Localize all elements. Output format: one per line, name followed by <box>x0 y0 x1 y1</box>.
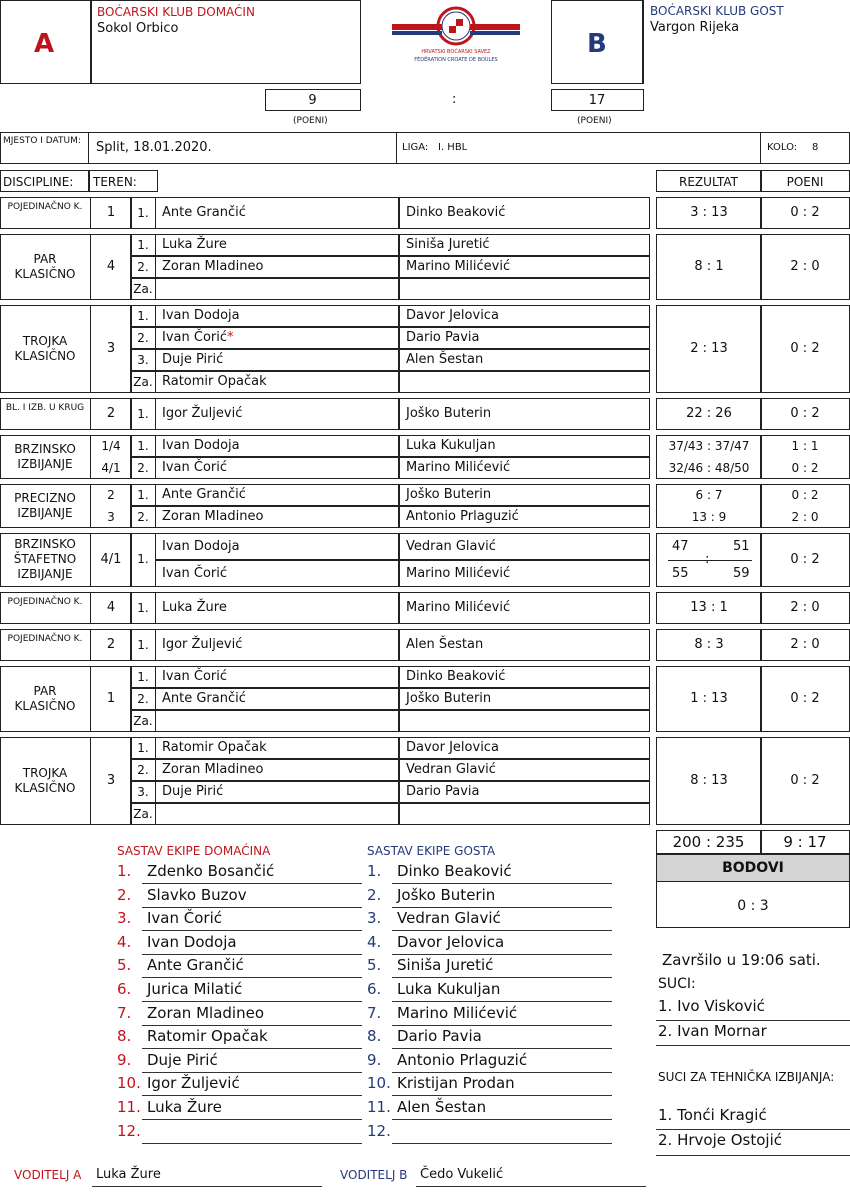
guest-player-cell <box>398 710 650 732</box>
points-value: 2 : 0 <box>791 510 819 524</box>
roster-number: 8. <box>367 1027 382 1046</box>
home-player: Zoran Mladineo <box>162 762 264 777</box>
guest-player: Davor Jelovica <box>406 740 499 755</box>
row-number: 1. <box>137 601 149 615</box>
roster-player: Antonio Prlaguzić <box>397 1050 528 1069</box>
roster-number: 7. <box>367 1003 382 1022</box>
terrain-value: 2 <box>107 488 115 502</box>
bodovi-box <box>656 854 850 928</box>
relay-colon: : <box>705 552 710 567</box>
guest-club-label: BOĆARSKI KLUB GOST <box>650 4 784 18</box>
home-player: Zoran Mladineo <box>162 509 264 524</box>
judges-label: SUCI: <box>658 976 696 992</box>
row-number: 1. <box>137 741 149 755</box>
place-label: MJESTO I DATUM: <box>3 136 81 146</box>
row-number: 1. <box>137 488 149 502</box>
roster-number: 3. <box>367 909 382 928</box>
roster-number: 12. <box>117 1121 141 1140</box>
roster-player: Joško Buterin <box>397 885 496 904</box>
home-player: Ivan Čorić* <box>162 330 234 345</box>
guest-player: Marino Milićević <box>406 600 511 615</box>
guest-player: Dario Pavia <box>406 330 480 345</box>
result-value: 13 : 1 <box>690 600 728 615</box>
roster-player: Siniša Juretić <box>397 956 494 975</box>
roster-number: 2. <box>367 885 382 904</box>
home-player: Luka Žure <box>162 237 227 252</box>
roster-underline <box>142 1048 362 1049</box>
home-player-cell <box>155 803 400 825</box>
guest-points: 17 <box>588 93 606 108</box>
discipline-name: POJEDINAČNO K. <box>7 597 83 607</box>
guest-player: Dario Pavia <box>406 784 480 799</box>
points-value: 0 : 2 <box>791 461 819 475</box>
terrain-value: 3 <box>106 341 116 356</box>
terrain-value: 3 <box>107 510 115 524</box>
home-poeni-label: (POENI) <box>293 116 328 126</box>
roster-underline <box>392 1119 612 1120</box>
result-header <box>656 170 762 192</box>
row-number: Za. <box>133 807 153 821</box>
coach-a-name: Luka Žure <box>96 1167 161 1182</box>
home-player: Ratomir Opačak <box>162 374 267 389</box>
totals-result-box <box>656 830 762 854</box>
judge-1: 1. Ivo Visković <box>658 997 765 1015</box>
roster-player: Alen Šestan <box>397 1098 487 1116</box>
roster-player: Ivan Čorić <box>147 909 222 928</box>
home-club-box <box>90 0 361 84</box>
roster-player: Luka Žure <box>147 1098 222 1116</box>
roster-underline <box>392 1048 612 1049</box>
home-player: Ivan Čorić <box>162 460 227 475</box>
terrain-header <box>88 170 158 192</box>
roster-underline <box>142 1095 362 1096</box>
roster-player: Luka Kukuljan <box>397 980 501 998</box>
result-value: 2 : 13 <box>690 341 728 356</box>
guest-player: Marino Milićević <box>406 460 511 475</box>
totals-points-box <box>760 830 850 854</box>
guest-player: Alen Šestan <box>406 637 484 652</box>
roster-underline <box>142 930 362 931</box>
asterisk-mark: * <box>227 330 234 345</box>
guest-player: Joško Buterin <box>406 487 492 502</box>
home-player: Ivan Čorić <box>162 565 227 581</box>
discipline-name: BRZINSKO ŠTAFETNO IZBIJANJE <box>13 537 77 581</box>
home-player: Ante Grančić <box>162 487 246 502</box>
tech-judge-1: 1. Tonći Kragić <box>658 1106 767 1124</box>
coach-a-label: VODITELJ A <box>14 1168 82 1182</box>
bodovi-label: BODOVI <box>722 860 784 876</box>
roster-underline <box>392 883 612 884</box>
roster-number: 2. <box>117 885 132 904</box>
home-player-cell <box>155 278 400 300</box>
terrain-label: TEREN: <box>93 175 137 189</box>
points-colon: : <box>452 92 457 107</box>
home-player-cell <box>155 710 400 732</box>
round-label: KOLO: <box>767 142 798 153</box>
guest-player: Marino Milićević <box>406 565 511 581</box>
roster-number: 6. <box>367 980 382 998</box>
roster-player: Vedran Glavić <box>397 909 501 928</box>
guest-letter: B <box>587 29 607 59</box>
roster-player: Davor Jelovica <box>397 932 505 951</box>
home-player: Ivan Dodoja <box>162 538 240 554</box>
roster-player: Zdenko Bosančić <box>147 862 275 880</box>
home-points: 9 <box>308 93 317 108</box>
tech-judges-label: SUCI ZA TEHNIČKA IZBIJANJA: <box>658 1070 835 1084</box>
home-letter-box <box>0 0 92 84</box>
roster-underline <box>142 1119 362 1120</box>
roster-number: 5. <box>117 956 132 975</box>
tech-judge-2: 2. Hrvoje Ostojić <box>658 1131 783 1149</box>
guest-player: Luka Kukuljan <box>406 438 496 453</box>
terrain-value: 4 <box>106 259 116 274</box>
discipline-name: BRZINSKO IZBIJANJE <box>14 442 76 471</box>
roster-underline <box>392 1025 612 1026</box>
home-player: Ivan Čorić <box>162 669 227 684</box>
points-value: 0 : 2 <box>790 552 820 567</box>
home-roster-title: SASTAV EKIPE DOMAĆINA <box>117 844 271 858</box>
home-player: Zoran Mladineo <box>162 259 264 274</box>
roster-underline <box>392 907 612 908</box>
roster-underline <box>392 954 612 955</box>
result-value: 8 : 1 <box>694 259 724 274</box>
home-player: Duje Pirić <box>162 784 224 799</box>
roster-player: Jurica Milatić <box>147 980 243 998</box>
bodovi-header <box>657 855 849 882</box>
roster-underline <box>142 1072 362 1073</box>
finished-time: Završilo u 19:06 sati. <box>662 951 821 969</box>
guest-player-cell <box>398 803 650 825</box>
result-value: 8 : 3 <box>694 637 724 652</box>
relay-line <box>668 560 752 561</box>
home-player: Duje Pirić <box>162 352 224 367</box>
result-value: 37/43 : 37/47 <box>668 439 750 453</box>
result-value: 22 : 26 <box>686 406 732 421</box>
round-value: 8 <box>812 142 819 153</box>
guest-player: Vedran Glavić <box>406 762 496 777</box>
roster-underline <box>142 977 362 978</box>
guest-player: Dinko Beaković <box>406 205 506 220</box>
roster-number: 10. <box>117 1074 141 1093</box>
guest-player: Marino Milićević <box>406 259 511 274</box>
points-value: 0 : 2 <box>790 691 820 706</box>
row-number: 1. <box>137 439 149 453</box>
guest-player: Siniša Juretić <box>406 237 490 252</box>
terrain-value: 4/1 <box>101 461 121 475</box>
roster-player: Dario Pavia <box>397 1027 482 1046</box>
points-value: 0 : 2 <box>791 488 819 502</box>
row-number: Za. <box>133 375 153 389</box>
roster-player: Kristijan Prodan <box>397 1074 515 1093</box>
row-number: 2. <box>137 331 149 345</box>
totals-points: 9 : 17 <box>783 833 827 851</box>
guest-club-name: Vargon Rijeka <box>650 20 740 35</box>
roster-number: 1. <box>117 862 132 880</box>
result-value: 8 : 13 <box>690 773 728 788</box>
discipline-name: POJEDINAČNO K. <box>7 202 83 212</box>
roster-player: Zoran Mladineo <box>147 1003 264 1022</box>
home-player: Ante Grančić <box>162 205 246 220</box>
guest-player: Joško Buterin <box>406 691 492 706</box>
discipline-name: TROJKA KLASIČNO <box>14 766 76 795</box>
relay-score: 55 <box>672 566 689 581</box>
federation-logo <box>392 4 520 68</box>
terrain-value: 4/1 <box>100 552 122 567</box>
points-value: 0 : 2 <box>790 205 820 220</box>
league-label: LIGA: <box>402 142 429 153</box>
home-player: Ivan Dodoja <box>162 438 240 453</box>
roster-underline <box>392 1095 612 1096</box>
relay-score: 59 <box>733 566 750 581</box>
result-label: REZULTAT <box>679 175 738 189</box>
home-player: Igor Žuljević <box>162 637 243 652</box>
home-player: Igor Žuljević <box>162 406 243 421</box>
roster-number: 10. <box>367 1074 391 1093</box>
guest-player: Davor Jelovica <box>406 308 499 323</box>
place-value: Split, 18.01.2020. <box>96 140 212 155</box>
judge-2: 2. Ivan Mornar <box>658 1022 767 1040</box>
terrain-value: 1 <box>106 205 116 220</box>
roster-number: 7. <box>117 1003 132 1022</box>
result-value: 13 : 9 <box>691 510 727 524</box>
row-number: 2. <box>137 510 149 524</box>
discipline-name: POJEDINAČNO K. <box>7 634 83 644</box>
home-player: Luka Žure <box>162 600 227 615</box>
row-number: Za. <box>133 714 153 728</box>
result-value: 1 : 13 <box>690 691 728 706</box>
relay-score: 51 <box>733 539 750 554</box>
home-club-name: Sokol Orbico <box>97 21 179 36</box>
result-value: 3 : 13 <box>690 205 728 220</box>
roster-underline <box>392 1143 612 1144</box>
totals-result: 200 : 235 <box>672 833 745 851</box>
home-player: Ante Grančić <box>162 691 246 706</box>
terrain-value: 4 <box>106 600 116 615</box>
guest-player-cell <box>398 278 650 300</box>
guest-poeni-label: (POENI) <box>577 116 612 126</box>
guest-points-box <box>551 89 644 111</box>
points-value: 2 : 0 <box>790 259 820 274</box>
points-value: 1 : 1 <box>791 439 819 453</box>
row-number: 3. <box>137 785 149 799</box>
home-player: Ivan Dodoja <box>162 308 240 323</box>
row-number: 1. <box>137 407 149 421</box>
row-number: 1. <box>137 309 149 323</box>
league-value: I. HBL <box>438 142 468 153</box>
discipline-name: PAR KLASIČNO <box>14 684 76 713</box>
roster-number: 6. <box>117 980 132 998</box>
terrain-value: 3 <box>106 773 116 788</box>
discipline-name: BL. I IZB. U KRUG <box>5 403 85 413</box>
guest-player: Alen Šestan <box>406 352 484 367</box>
relay-score: 47 <box>672 539 689 554</box>
disciplines-header <box>0 170 90 192</box>
guest-letter-box <box>551 0 644 84</box>
home-club-label: BOĆARSKI KLUB DOMAĆIN <box>97 5 255 19</box>
row-number: 1. <box>137 238 149 252</box>
guest-player: Dinko Beaković <box>406 669 506 684</box>
points-value: 2 : 0 <box>790 637 820 652</box>
roster-number: 9. <box>117 1050 132 1069</box>
points-value: 0 : 2 <box>790 406 820 421</box>
terrain-value: 1 <box>106 691 116 706</box>
guest-player-cell <box>398 371 650 393</box>
roster-number: 4. <box>117 932 132 951</box>
points-value: 0 : 2 <box>790 341 820 356</box>
roster-player: Ante Grančić <box>147 956 244 975</box>
row-number: 2. <box>137 260 149 274</box>
roster-player: Ivan Dodoja <box>147 932 237 951</box>
bodovi-value: 0 : 3 <box>737 898 769 914</box>
guest-player: Antonio Prlaguzić <box>406 509 519 524</box>
discipline-name: TROJKA KLASIČNO <box>14 334 76 363</box>
guest-player: Joško Buterin <box>406 406 492 421</box>
roster-underline <box>392 1001 612 1002</box>
row-number: 2. <box>137 763 149 777</box>
terrain-value: 1/4 <box>101 439 121 453</box>
roster-underline <box>142 1025 362 1026</box>
guest-player: Vedran Glavić <box>406 538 496 554</box>
roster-player: Marino Milićević <box>397 1003 518 1022</box>
roster-underline <box>142 954 362 955</box>
roster-player: Slavko Buzov <box>147 885 247 904</box>
roster-number: 3. <box>117 909 132 928</box>
roster-player: Dinko Beaković <box>397 862 512 880</box>
roster-player: Ratomir Opačak <box>147 1027 268 1046</box>
row-number: 2. <box>137 461 149 475</box>
discipline-name: PAR KLASIČNO <box>14 252 76 281</box>
row-number: 1. <box>137 638 149 652</box>
disciplines-label: DISCIPLINE: <box>3 175 74 189</box>
home-letter: A <box>34 29 55 59</box>
roster-player: Duje Pirić <box>147 1050 218 1069</box>
roster-underline <box>392 930 612 931</box>
points-header <box>760 170 850 192</box>
roster-number: 5. <box>367 956 382 975</box>
coach-b-label: VODITELJ B <box>340 1168 408 1182</box>
points-value: 0 : 2 <box>790 773 820 788</box>
result-value: 32/46 : 48/50 <box>668 461 750 475</box>
roster-underline <box>142 1143 362 1144</box>
roster-number: 1. <box>367 862 382 880</box>
guest-roster-title: SASTAV EKIPE GOSTA <box>367 844 496 858</box>
roster-player: Igor Žuljević <box>147 1074 240 1093</box>
terrain-value: 2 <box>106 406 116 421</box>
roster-number: 9. <box>367 1050 382 1069</box>
row-number: 2. <box>137 692 149 706</box>
row-number: 1. <box>137 670 149 684</box>
roster-underline <box>392 1072 612 1073</box>
roster-number: 11. <box>117 1098 141 1116</box>
roster-number: 11. <box>367 1098 391 1116</box>
logo-text-1: HRVATSKI BOĆARSKI SAVEZ <box>421 49 491 55</box>
row-number: Za. <box>133 282 153 296</box>
terrain-value: 2 <box>106 637 116 652</box>
row-number: 3. <box>137 353 149 367</box>
roster-number: 12. <box>367 1121 391 1140</box>
logo-text-2: FÉDÉRATION CROATE DE BOULES <box>414 57 498 63</box>
row-number: 1. <box>137 552 149 566</box>
roster-underline <box>142 907 362 908</box>
roster-number: 4. <box>367 932 382 951</box>
home-player: Ratomir Opačak <box>162 740 267 755</box>
row-number: 1. <box>137 206 149 220</box>
roster-number: 8. <box>117 1027 132 1046</box>
discipline-name: PRECIZNO IZBIJANJE <box>14 491 76 520</box>
roster-underline <box>142 883 362 884</box>
result-value: 6 : 7 <box>695 488 723 502</box>
points-label: POENI <box>786 175 824 189</box>
home-points-box <box>265 89 361 111</box>
roster-underline <box>142 1001 362 1002</box>
points-value: 2 : 0 <box>790 600 820 615</box>
coach-b-name: Čedo Vukelić <box>420 1167 504 1182</box>
roster-underline <box>392 977 612 978</box>
